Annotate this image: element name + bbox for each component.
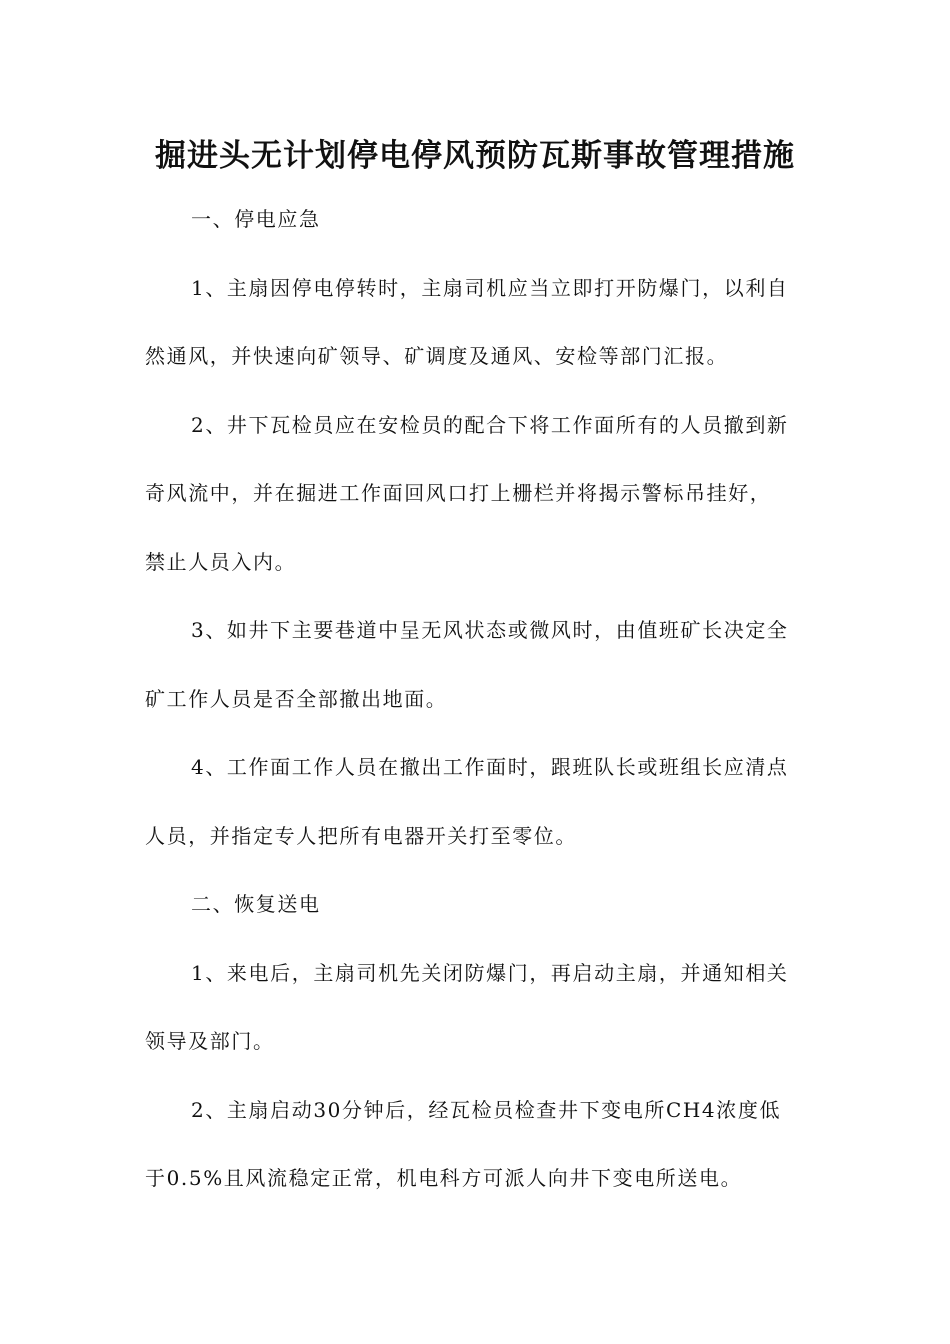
paragraph-line: 于0.5%且风流稳定正常，机电科方可派人向井下变电所送电。	[145, 1166, 743, 1190]
paragraph-line: 1、来电后，主扇司机先关闭防爆门，再启动主扇，并通知相关	[191, 960, 789, 985]
paragraph-line: 4、工作面工作人员在撤出工作面时，跟班队长或班组长应清点	[191, 755, 789, 779]
paragraph-line: 3、如井下主要巷道中呈无风状态或微风时，由值班矿长决定全	[191, 618, 789, 642]
section-heading-power-outage: 一、停电应急	[191, 207, 321, 231]
paragraph-line: 禁止人员入内。	[145, 549, 297, 574]
paragraph-line: 2、井下瓦检员应在安检员的配合下将工作面所有的人员撤到新	[191, 412, 789, 437]
paragraph-line: 奇风流中，并在掘进工作面回风口打上栅栏并将揭示警标吊挂好，	[145, 481, 772, 505]
document-body	[145, 198, 810, 1226]
paragraph-line: 1、主扇因停电停转时，主扇司机应当立即打开防爆门，以利自	[191, 275, 789, 300]
paragraph-line: 2、主扇启动30分钟后，经瓦检员检查井下变电所CH4浓度低	[191, 1097, 782, 1122]
section-heading-power-restore: 二、恢复送电	[191, 892, 321, 916]
paragraph-line: 然通风，并快速向矿领导、矿调度及通风、安检等部门汇报。	[145, 344, 729, 368]
document-title: 掘进头无计划停电停风预防瓦斯事故管理措施	[155, 138, 795, 174]
paragraph-line: 人员，并指定专人把所有电器开关打至零位。	[145, 823, 577, 848]
paragraph-line: 矿工作人员是否全部撤出地面。	[145, 686, 448, 711]
paragraph-line: 领导及部门。	[145, 1029, 275, 1053]
